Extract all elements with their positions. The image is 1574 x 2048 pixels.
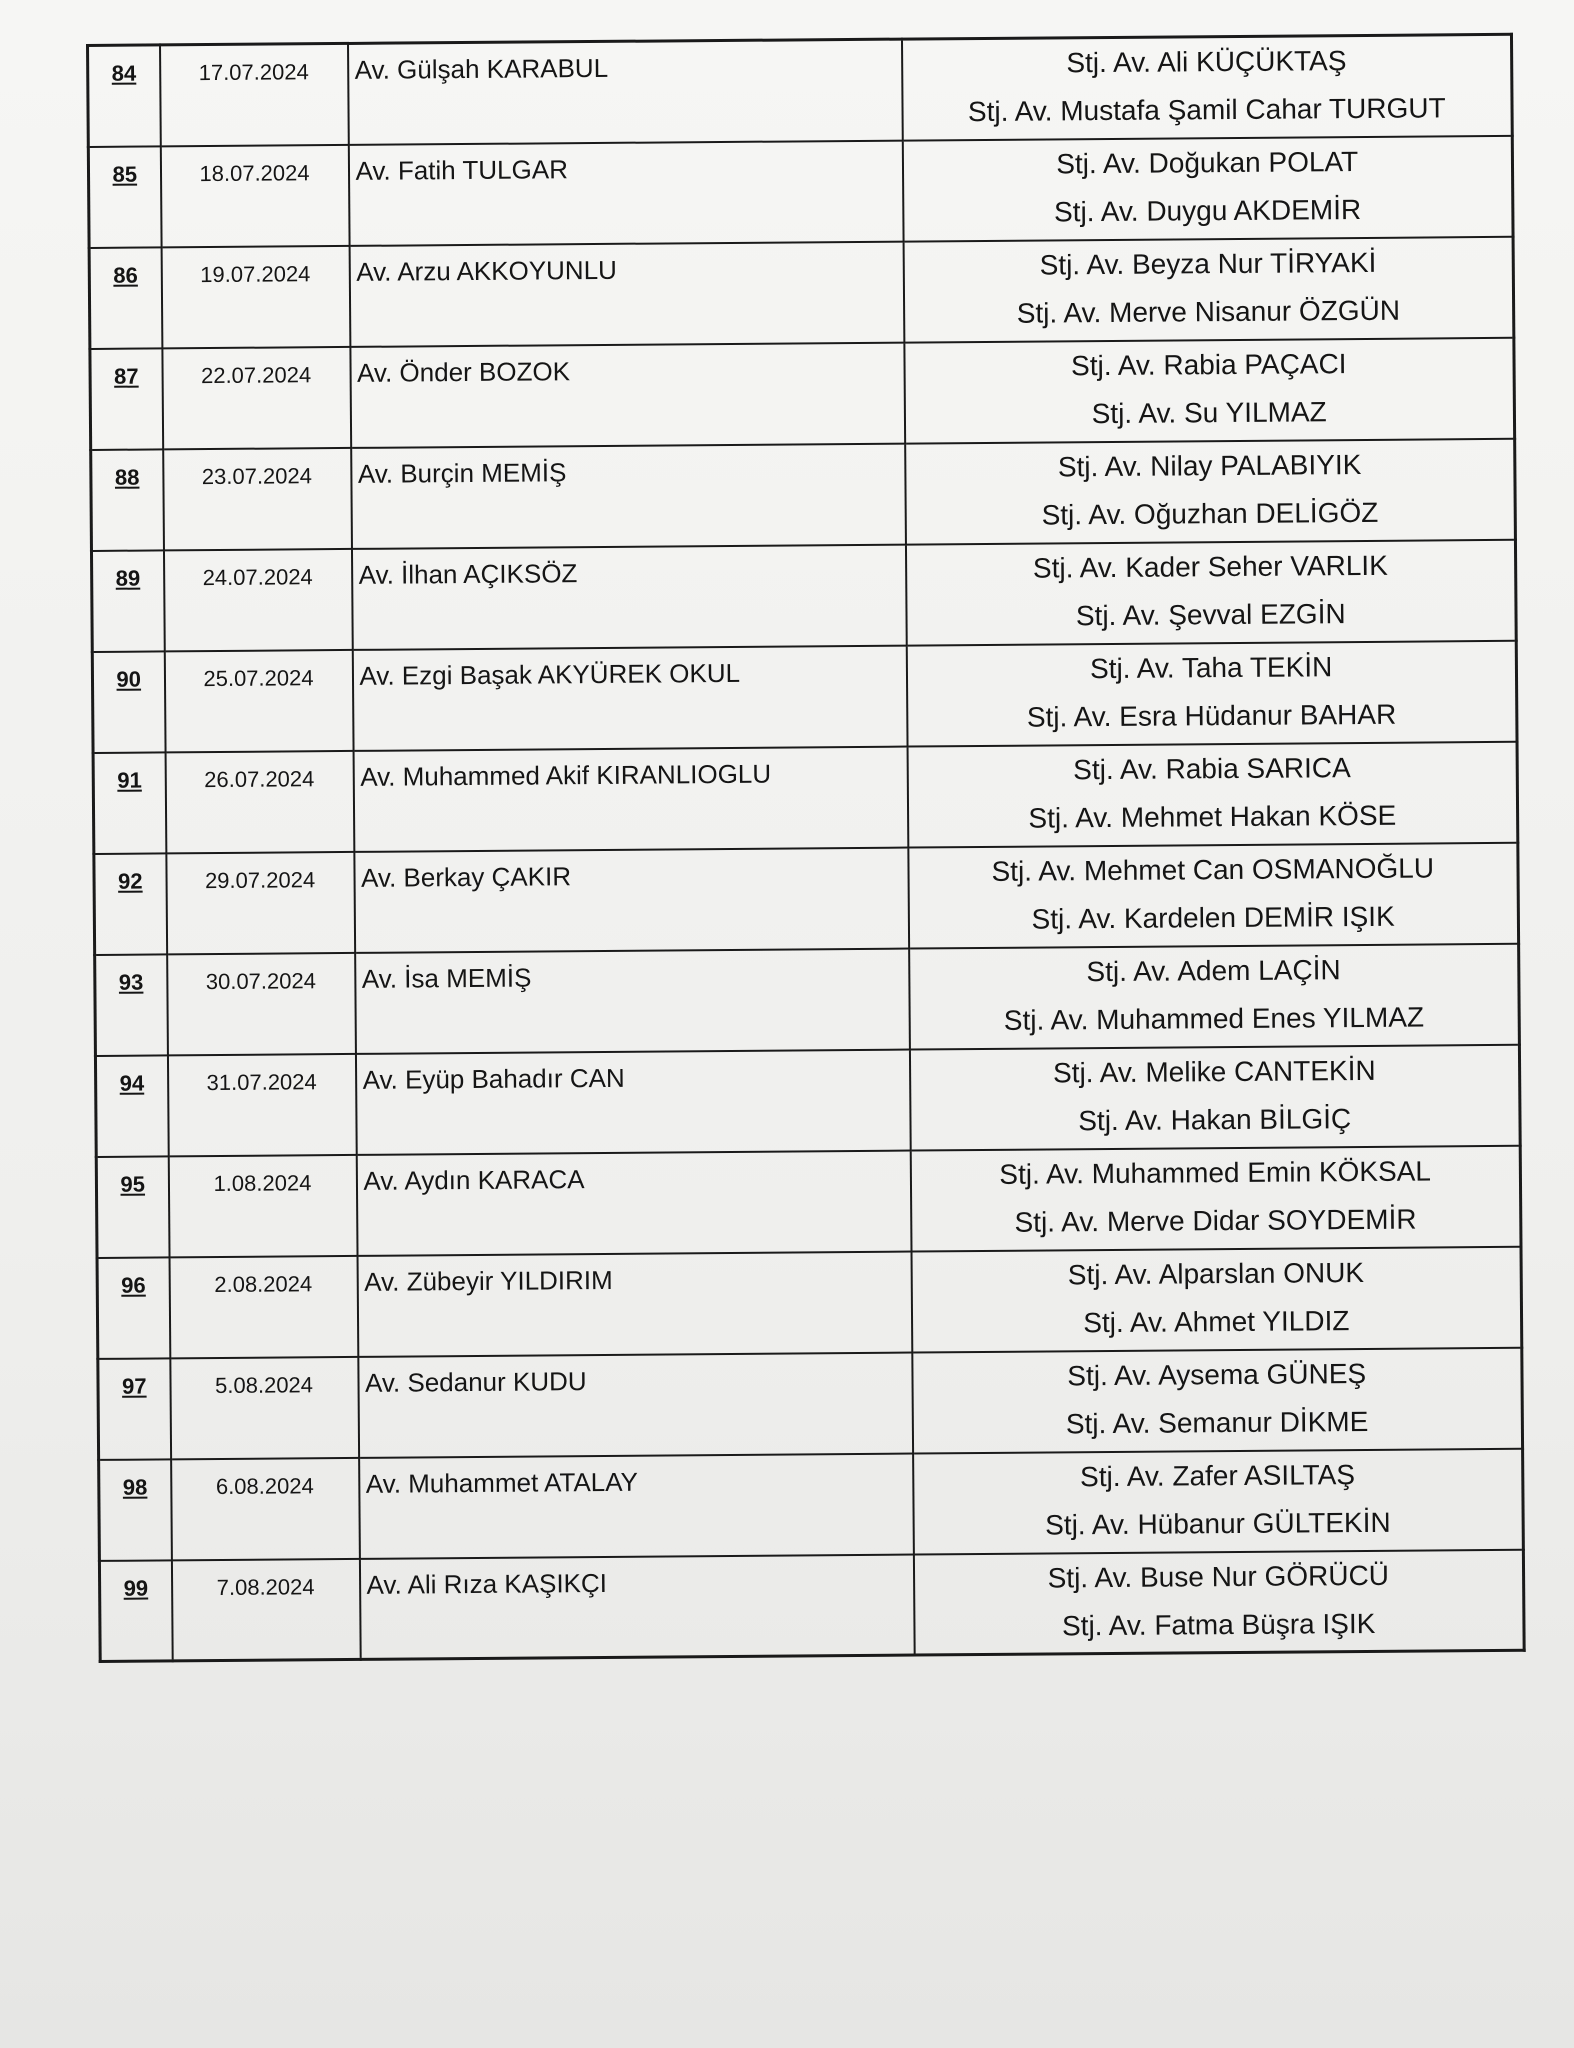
trainee-list [914,1550,1522,1651]
trainee-name: Stj. Av. Mehmet Hakan KÖSE [1028,799,1397,834]
supervising-lawyer: Av. Zübeyir YILDIRIM [364,1264,613,1297]
lawyer-cell [358,1352,913,1457]
row-number: 97 [121,1373,147,1399]
row-number-cell [95,1055,168,1157]
trainee-name: Stj. Av. Su YILMAZ [1091,395,1327,429]
table-row [95,1044,1520,1156]
trainee-name: Stj. Av. Aysema GÜNEŞ [1067,1357,1367,1391]
trainee-name: Stj. Av. Hübanur GÜLTEKİN [1045,1506,1391,1541]
trainees-cell [912,1347,1523,1453]
supervising-lawyer: Av. Muhammet ATALAY [365,1466,639,1499]
trainees-cell [902,135,1513,241]
trainee-name: Stj. Av. Alparslan ONUK [1067,1256,1365,1290]
date-cell [162,346,351,448]
date-cell [170,1356,359,1458]
trainee-list [907,641,1515,742]
trainee-name: Stj. Av. Zafer ASILTAŞ [1079,1458,1356,1492]
supervising-lawyer: Av. Gülşah KARABUL [354,52,609,85]
row-number-cell [99,1560,172,1662]
row-date: 5.08.2024 [215,1371,314,1398]
row-date: 2.08.2024 [214,1270,313,1297]
row-date: 29.07.2024 [204,866,316,893]
row-number-cell [91,550,164,652]
trainee-name: Stj. Av. Duygu AKDEMİR [1053,193,1362,227]
date-cell [167,952,356,1054]
trainee-name: Stj. Av. Doğukan POLAT [1056,145,1359,179]
trainees-cell [909,1044,1520,1150]
trainees-cell [909,943,1520,1049]
supervising-lawyer: Av. İsa MEMİŞ [361,962,532,994]
lawyer-cell [349,241,904,346]
trainee-name: Stj. Av. Ahmet YILDIZ [1083,1304,1350,1338]
row-number: 89 [115,565,141,591]
trainee-list [908,742,1516,843]
date-cell [163,548,352,650]
row-number: 84 [111,60,137,86]
trainees-cell [910,1145,1521,1251]
date-cell [168,1154,357,1256]
schedule-body [88,34,1525,1661]
supervising-lawyer: Av. Muhammed Akif KIRANLIOGLU [360,758,772,792]
trainees-cell [905,539,1516,645]
schedule-table-wrapper [86,33,1523,1668]
trainee-list [903,136,1511,237]
trainees-cell [905,438,1516,544]
table-row [98,1347,1523,1459]
row-date: 26.07.2024 [204,765,315,792]
trainee-list [913,1348,1521,1449]
date-cell [163,447,352,549]
trainee-name: Stj. Av. Mehmet Can OSMANOĞLU [991,851,1435,887]
trainee-name: Stj. Av. Ali KÜÇÜKTAŞ [1066,45,1347,79]
row-date: 22.07.2024 [200,361,312,388]
table-row [95,943,1520,1055]
supervising-lawyer: Av. Arzu AKKOYUNLU [356,254,617,287]
row-date: 23.07.2024 [201,462,313,489]
trainees-cell [911,1246,1522,1352]
schedule-table [86,33,1526,1663]
row-number: 88 [114,464,140,490]
trainee-list [906,439,1514,540]
lawyer-cell [350,342,905,447]
trainee-name: Stj. Av. Fatma Büşra IŞIK [1061,1607,1376,1641]
date-cell [160,43,349,145]
date-cell [171,1558,360,1660]
trainee-name: Stj. Av. Adem LAÇİN [1086,953,1341,987]
row-date: 31.07.2024 [206,1068,317,1095]
row-number: 90 [116,666,142,692]
trainee-name: Stj. Av. Rabia PAÇACI [1070,347,1347,381]
trainee-name: Stj. Av. Muhammed Enes YILMAZ [1003,1001,1425,1036]
supervising-lawyer: Av. İlhan AÇIKSÖZ [358,557,578,590]
row-number-cell [90,348,163,450]
date-cell [165,750,354,852]
lawyer-cell [357,1251,912,1356]
row-number: 95 [120,1171,146,1197]
supervising-lawyer: Av. Eyüp Bahadır CAN [362,1062,625,1095]
row-number-cell [94,853,167,955]
trainee-list [909,843,1517,944]
supervising-lawyer: Av. Burçin MEMİŞ [357,456,567,489]
table-row [91,539,1516,651]
trainee-name: Stj. Av. Beyza Nur TİRYAKİ [1039,246,1377,281]
table-row [90,337,1515,449]
row-date: 17.07.2024 [198,59,309,86]
row-number: 91 [117,767,142,793]
row-date: 24.07.2024 [202,563,313,590]
trainee-name: Stj. Av. Hakan BİLGİÇ [1078,1102,1352,1136]
lawyer-cell [359,1554,914,1659]
row-number-cell [88,146,161,248]
trainee-name: Stj. Av. Buse Nur GÖRÜCÜ [1047,1559,1390,1593]
row-number-cell [92,651,165,753]
trainees-cell [907,741,1518,847]
trainees-cell [906,640,1517,746]
trainee-list [911,1146,1519,1247]
row-number: 92 [117,868,143,894]
table-row [99,1549,1524,1661]
row-number: 98 [122,1474,148,1500]
date-cell [160,144,349,246]
row-number: 85 [112,161,138,187]
row-date: 1.08.2024 [213,1169,312,1196]
trainee-list [910,1045,1518,1146]
trainee-name: Stj. Av. Melike CANTEKİN [1052,1054,1376,1088]
lawyer-cell [352,645,907,750]
table-row [91,438,1516,550]
lawyer-cell [356,1150,911,1255]
table-row [88,34,1513,146]
trainees-cell [913,1549,1524,1655]
trainee-name: Stj. Av. Kardelen DEMİR IŞIK [1031,900,1395,935]
lawyer-cell [355,948,910,1053]
row-number: 94 [119,1070,145,1096]
lawyer-cell [359,1453,914,1558]
trainee-name: Stj. Av. Esra Hüdanur BAHAR [1026,698,1397,733]
trainee-name: Stj. Av. Rabia SARICA [1073,751,1351,785]
trainee-name: Stj. Av. Taha TEKİN [1089,650,1333,684]
trainee-list [914,1449,1522,1550]
date-cell [161,245,350,347]
trainee-list [904,237,1512,338]
lawyer-cell [348,140,903,245]
table-row [93,741,1518,853]
trainee-name: Stj. Av. Kader Seher VARLIK [1032,549,1388,584]
lawyer-cell [351,443,906,548]
table-row [88,135,1513,247]
trainee-name: Stj. Av. Mustafa Şamil Cahar TURGUT [967,92,1446,128]
row-number-cell [97,1257,170,1359]
table-row [94,842,1519,954]
trainee-name: Stj. Av. Nilay PALABIYIK [1057,448,1362,482]
row-number-cell [95,954,168,1056]
supervising-lawyer: Av. Ezgi Başak AKYÜREK OKUL [359,657,741,691]
row-number-cell [99,1459,172,1561]
trainee-name: Stj. Av. Muhammed Emin KÖKSAL [999,1154,1432,1190]
table-row [89,236,1514,348]
trainees-cell [908,842,1519,948]
row-date: 25.07.2024 [203,664,314,691]
supervising-lawyer: Av. Ali Rıza KAŞIKÇI [366,1567,608,1600]
lawyer-cell [353,746,908,851]
supervising-lawyer: Av. Berkay ÇAKIR [360,860,572,893]
row-number-cell [93,752,166,854]
date-cell [171,1457,360,1559]
row-date: 30.07.2024 [205,967,317,994]
row-number-cell [98,1358,171,1460]
row-number-cell [91,449,164,551]
supervising-lawyer: Av. Önder BOZOK [356,355,571,388]
trainee-list [912,1247,1520,1348]
row-number-cell [89,247,162,349]
row-date: 7.08.2024 [216,1573,315,1600]
date-cell [167,1053,356,1155]
row-number: 87 [114,363,139,389]
lawyer-cell [348,39,903,144]
trainee-list [905,338,1513,439]
trainee-list [902,36,1510,137]
row-number: 96 [121,1272,146,1298]
row-date: 18.07.2024 [199,159,310,186]
row-number: 86 [113,262,138,288]
trainee-name: Stj. Av. Oğuzhan DELİGÖZ [1041,496,1379,531]
trainee-list [910,944,1518,1045]
trainees-cell [901,34,1512,140]
supervising-lawyer: Av. Fatih TULGAR [355,153,569,186]
trainees-cell [904,337,1515,443]
row-number-cell [96,1156,169,1258]
row-date: 6.08.2024 [215,1472,314,1499]
trainee-name: Stj. Av. Şevval EZGİN [1075,597,1346,631]
table-row [96,1145,1521,1257]
table-row [99,1448,1524,1560]
table-row [92,640,1517,752]
lawyer-cell [351,544,906,649]
trainee-name: Stj. Av. Semanur DİKME [1065,1405,1369,1439]
row-date: 19.07.2024 [200,260,311,287]
date-cell [169,1255,358,1357]
trainees-cell [903,236,1514,342]
table-row [97,1246,1522,1358]
date-cell [166,851,355,953]
supervising-lawyer: Av. Aydın KARACA [363,1163,585,1196]
supervising-lawyer: Av. Sedanur KUDU [364,1365,587,1398]
lawyer-cell [354,847,909,952]
trainee-name: Stj. Av. Merve Didar SOYDEMİR [1014,1203,1417,1238]
row-number: 99 [123,1575,149,1601]
date-cell [164,649,353,751]
row-number: 93 [118,969,144,995]
row-number-cell [88,45,161,147]
lawyer-cell [355,1049,910,1154]
trainees-cell [913,1448,1524,1554]
trainee-name: Stj. Av. Merve Nisanur ÖZGÜN [1016,294,1401,329]
trainee-list [906,540,1514,641]
